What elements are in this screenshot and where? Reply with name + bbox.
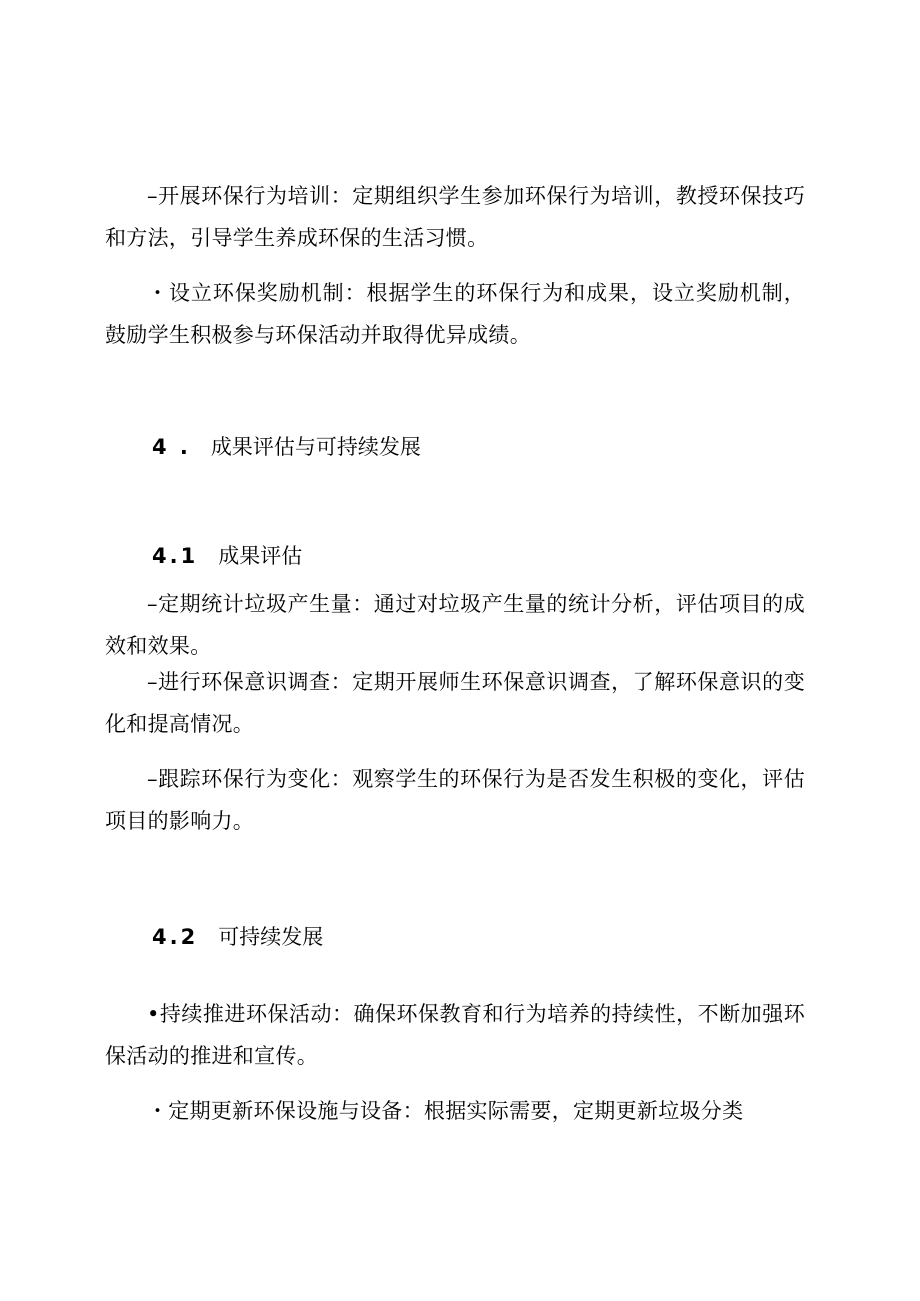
subsection-number: 4.1 [152, 544, 199, 568]
paragraph-facility-updates: ・定期更新环保设施与设备：根据实际需要，定期更新垃圾分类 [147, 1099, 744, 1123]
paragraph-continuous-activities: •持续推进环保活动：确保环保教育和行为培养的持续性，不断加强环保活动的推进和宣传。 [105, 1002, 805, 1068]
subsection-number: 4.2 [152, 925, 199, 949]
subsection-title: 成果评估 [218, 544, 303, 568]
paragraph-garbage-statistics: –定期统计垃圾产生量：通过对垃圾产生量的统计分析，评估项目的成效和效果。 [105, 592, 805, 658]
subsection-heading-4-1 [152, 541, 302, 571]
subsection-title: 可持续发展 [218, 925, 324, 949]
section-title: 成果评估与可持续发展 [210, 435, 421, 459]
paragraph-behavior-tracking: –跟踪环保行为变化：观察学生的环保行为是否发生积极的变化，评估项目的影响力。 [105, 767, 805, 833]
paragraph-training: –开展环保行为培训：定期组织学生参加环保行为培训，教授环保技巧和方法，引导学生养成环保的生活习惯。 [105, 184, 805, 250]
paragraph-reward-mechanism: ・设立环保奖励机制：根据学生的环保行为和成果，设立奖励机制，鼓励学生积极参与环保活动并取得优异成绩。 [105, 281, 805, 347]
section-heading-4 [152, 432, 421, 462]
paragraph-awareness-survey: –进行环保意识调查：定期开展师生环保意识调查，了解环保意识的变化和提高情况。 [105, 670, 805, 736]
section-number: 4 . [152, 435, 191, 459]
subsection-heading-4-2 [152, 922, 323, 952]
